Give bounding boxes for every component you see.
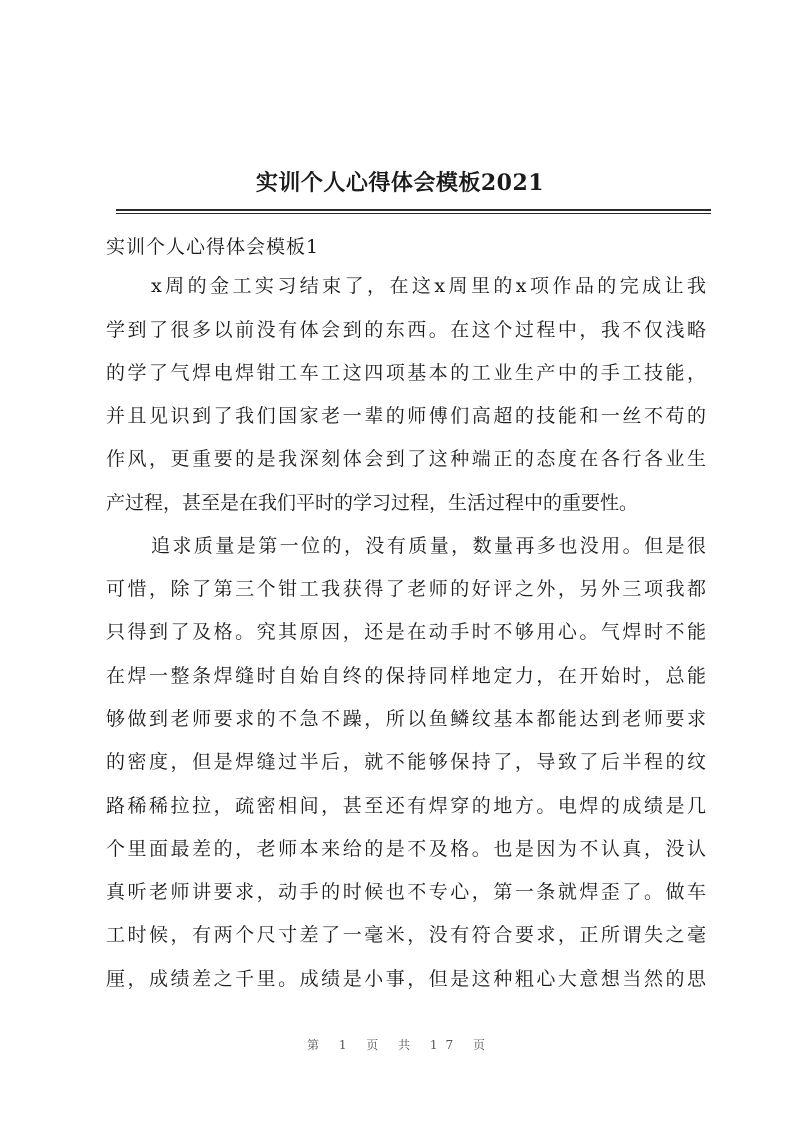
paragraph-line: 追求质量是第一位的，没有质量，数量再多也没用。但是很 [151, 535, 706, 557]
title-divider [116, 209, 711, 214]
paragraph-line: x周的金工实习结束了，在这x周里的x项作品的完成让我 [151, 275, 706, 297]
paragraph-line: 个里面最差的，老师本来给的是不及格。也是因为不认真，没认 [106, 838, 706, 860]
paragraph-line: 作风，更重要的是我深刻体会到了这种端正的态度在各行各业生 [106, 448, 706, 470]
paragraph-line: 的学了气焊电焊钳工车工这四项基本的工业生产中的手工技能， [106, 362, 706, 384]
paragraph-line: 工时候，有两个尺寸差了一毫米，没有符合要求，正所谓失之毫 [106, 924, 706, 946]
paragraph-line: 只得到了及格。究其原因，还是在动手时不够用心。气焊时不能 [106, 621, 706, 643]
page-footer: 第 1 页 共 17 页 [307, 1038, 493, 1052]
paragraph-line: 真听老师讲要求，动手的时候也不专心，第一条就焊歪了。做车 [106, 881, 706, 903]
paragraph-line: 的密度，但是焊缝过半后，就不能够保持了，导致了后半程的纹 [106, 751, 706, 773]
paragraph-line: 够做到老师要求的不急不躁，所以鱼鳞纹基本都能达到老师要求 [106, 708, 706, 730]
paragraph-line: 路稀稀拉拉，疏密相间，甚至还有焊穿的地方。电焊的成绩是几 [106, 795, 706, 817]
paragraph-line: 厘，成绩差之千里。成绩是小事，但是这种粗心大意想当然的思 [106, 968, 706, 990]
paragraph-line: 产过程，甚至是在我们平时的学习过程，生活过程中的重要性。 [106, 492, 639, 514]
section-heading: 实训个人心得体会模板1 [106, 236, 320, 258]
paragraph-line: 可惜，除了第三个钳工我获得了老师的好评之外，另外三项我都 [106, 578, 706, 600]
paragraph-line: 并且见识到了我们国家老一辈的师傅们高超的技能和一丝不苟的 [106, 405, 706, 427]
paragraph-line: 在焊一整条焊缝时自始自终的保持同样地定力，在开始时，总能 [106, 665, 706, 687]
document-title: 实训个人心得体会模板2021 [255, 170, 545, 196]
paragraph-line: 学到了很多以前没有体会到的东西。在这个过程中，我不仅浅略 [106, 319, 706, 341]
